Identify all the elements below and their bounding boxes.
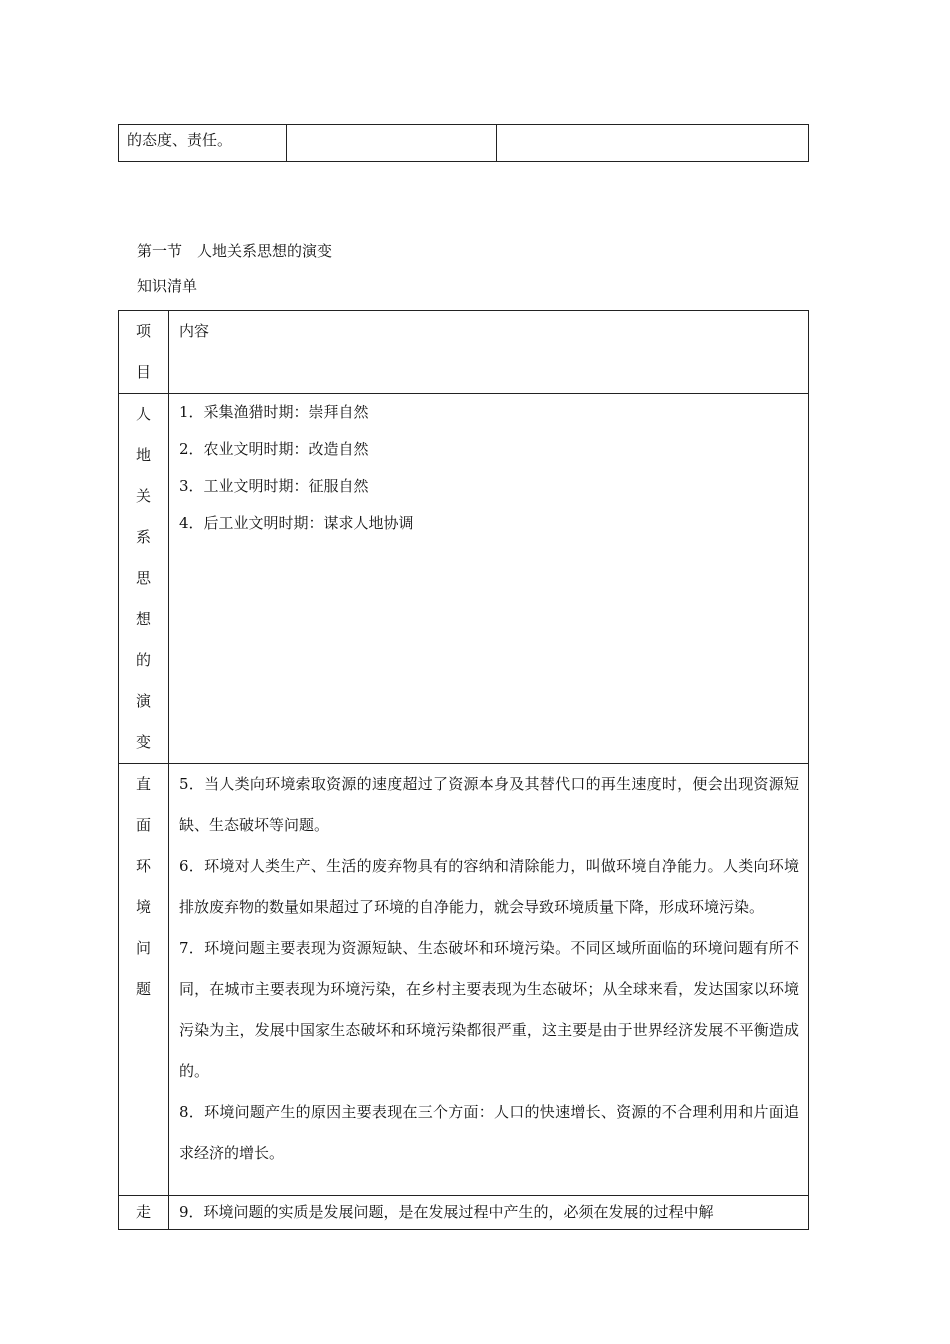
row-item-char: 问 <box>135 939 151 957</box>
row-item-cell <box>119 764 169 1196</box>
row-item-cell <box>119 1196 169 1230</box>
content-paragraph: 9．环境问题的实质是发展问题，是在发展过程中产生的，必须在发展的过程中解 <box>179 1203 714 1221</box>
header-item-cell <box>119 311 169 394</box>
row-item-char: 题 <box>135 980 151 998</box>
row-item-char: 面 <box>135 816 151 834</box>
content-paragraph: 7．环境问题主要表现为资源短缺、生态破坏和环境污染。不同区域所面临的环境问题有所不同，在城市主要表现为环境污染，在乡村主要表现为生态破坏；从全球来看，发达国家以环境污染为主，发展中国家生态破坏和环境污染都很严重，这主要是由于世界经济发展不平衡造成的。 <box>179 939 799 1080</box>
content-paragraph: 6．环境对人类生产、生活的废弃物具有的容纳和清除能力，叫做环境自净能力。人类向环境排放废弃物的数量如果超过了环境的自净能力，就会导致环境质量下降，形成环境污染。 <box>179 857 799 916</box>
row-item-char: 地 <box>135 446 151 464</box>
header-content-label: 内容 <box>179 322 210 340</box>
row-item-char: 的 <box>135 651 151 669</box>
row-content-cell <box>169 764 809 1196</box>
table-row <box>119 1196 809 1230</box>
header-item-char: 项 <box>135 322 151 340</box>
header-content-cell <box>169 311 809 394</box>
table-cell <box>287 125 497 162</box>
table-row <box>119 764 809 1196</box>
table-cell <box>497 125 809 162</box>
row-item-char: 走 <box>135 1203 151 1221</box>
row-content-cell <box>169 1196 809 1230</box>
row-item-char: 思 <box>135 569 151 587</box>
row-item-char: 想 <box>135 610 151 628</box>
table-cell: 的态度、责任。 <box>119 125 287 162</box>
row-item-char: 人 <box>135 405 151 423</box>
content-line: 3．工业文明时期：征服自然 <box>179 477 369 495</box>
subtitle: 知识清单 <box>137 277 198 295</box>
row-item-char: 境 <box>135 898 151 916</box>
header-item-char: 目 <box>135 363 151 381</box>
content-line: 4．后工业文明时期：谋求人地协调 <box>179 514 414 532</box>
row-item-char: 演 <box>135 692 151 710</box>
top-table <box>118 124 809 162</box>
content-line: 2．农业文明时期：改造自然 <box>179 440 369 458</box>
row-item-char: 系 <box>135 528 151 546</box>
content-paragraph: 8．环境问题产生的原因主要表现在三个方面：人口的快速增长、资源的不合理利用和片面追求经济的增长。 <box>179 1103 799 1162</box>
row-content-cell <box>169 394 809 764</box>
row-item-char: 环 <box>135 857 151 875</box>
row-item-char: 直 <box>135 775 151 793</box>
row-item-char: 关 <box>135 487 151 505</box>
table-header-row <box>119 311 809 394</box>
knowledge-table <box>118 310 809 1230</box>
content-paragraph: 5．当人类向环境索取资源的速度超过了资源本身及其替代口的再生速度时，便会出现资源短缺、生态破坏等问题。 <box>179 775 799 834</box>
section-title: 第一节 人地关系思想的演变 <box>137 242 333 260</box>
content-line: 1．采集渔猎时期：崇拜自然 <box>179 403 369 421</box>
row-item-cell <box>119 394 169 764</box>
row-item-char: 变 <box>135 733 151 751</box>
table-row <box>119 394 809 764</box>
table-row <box>119 125 809 162</box>
